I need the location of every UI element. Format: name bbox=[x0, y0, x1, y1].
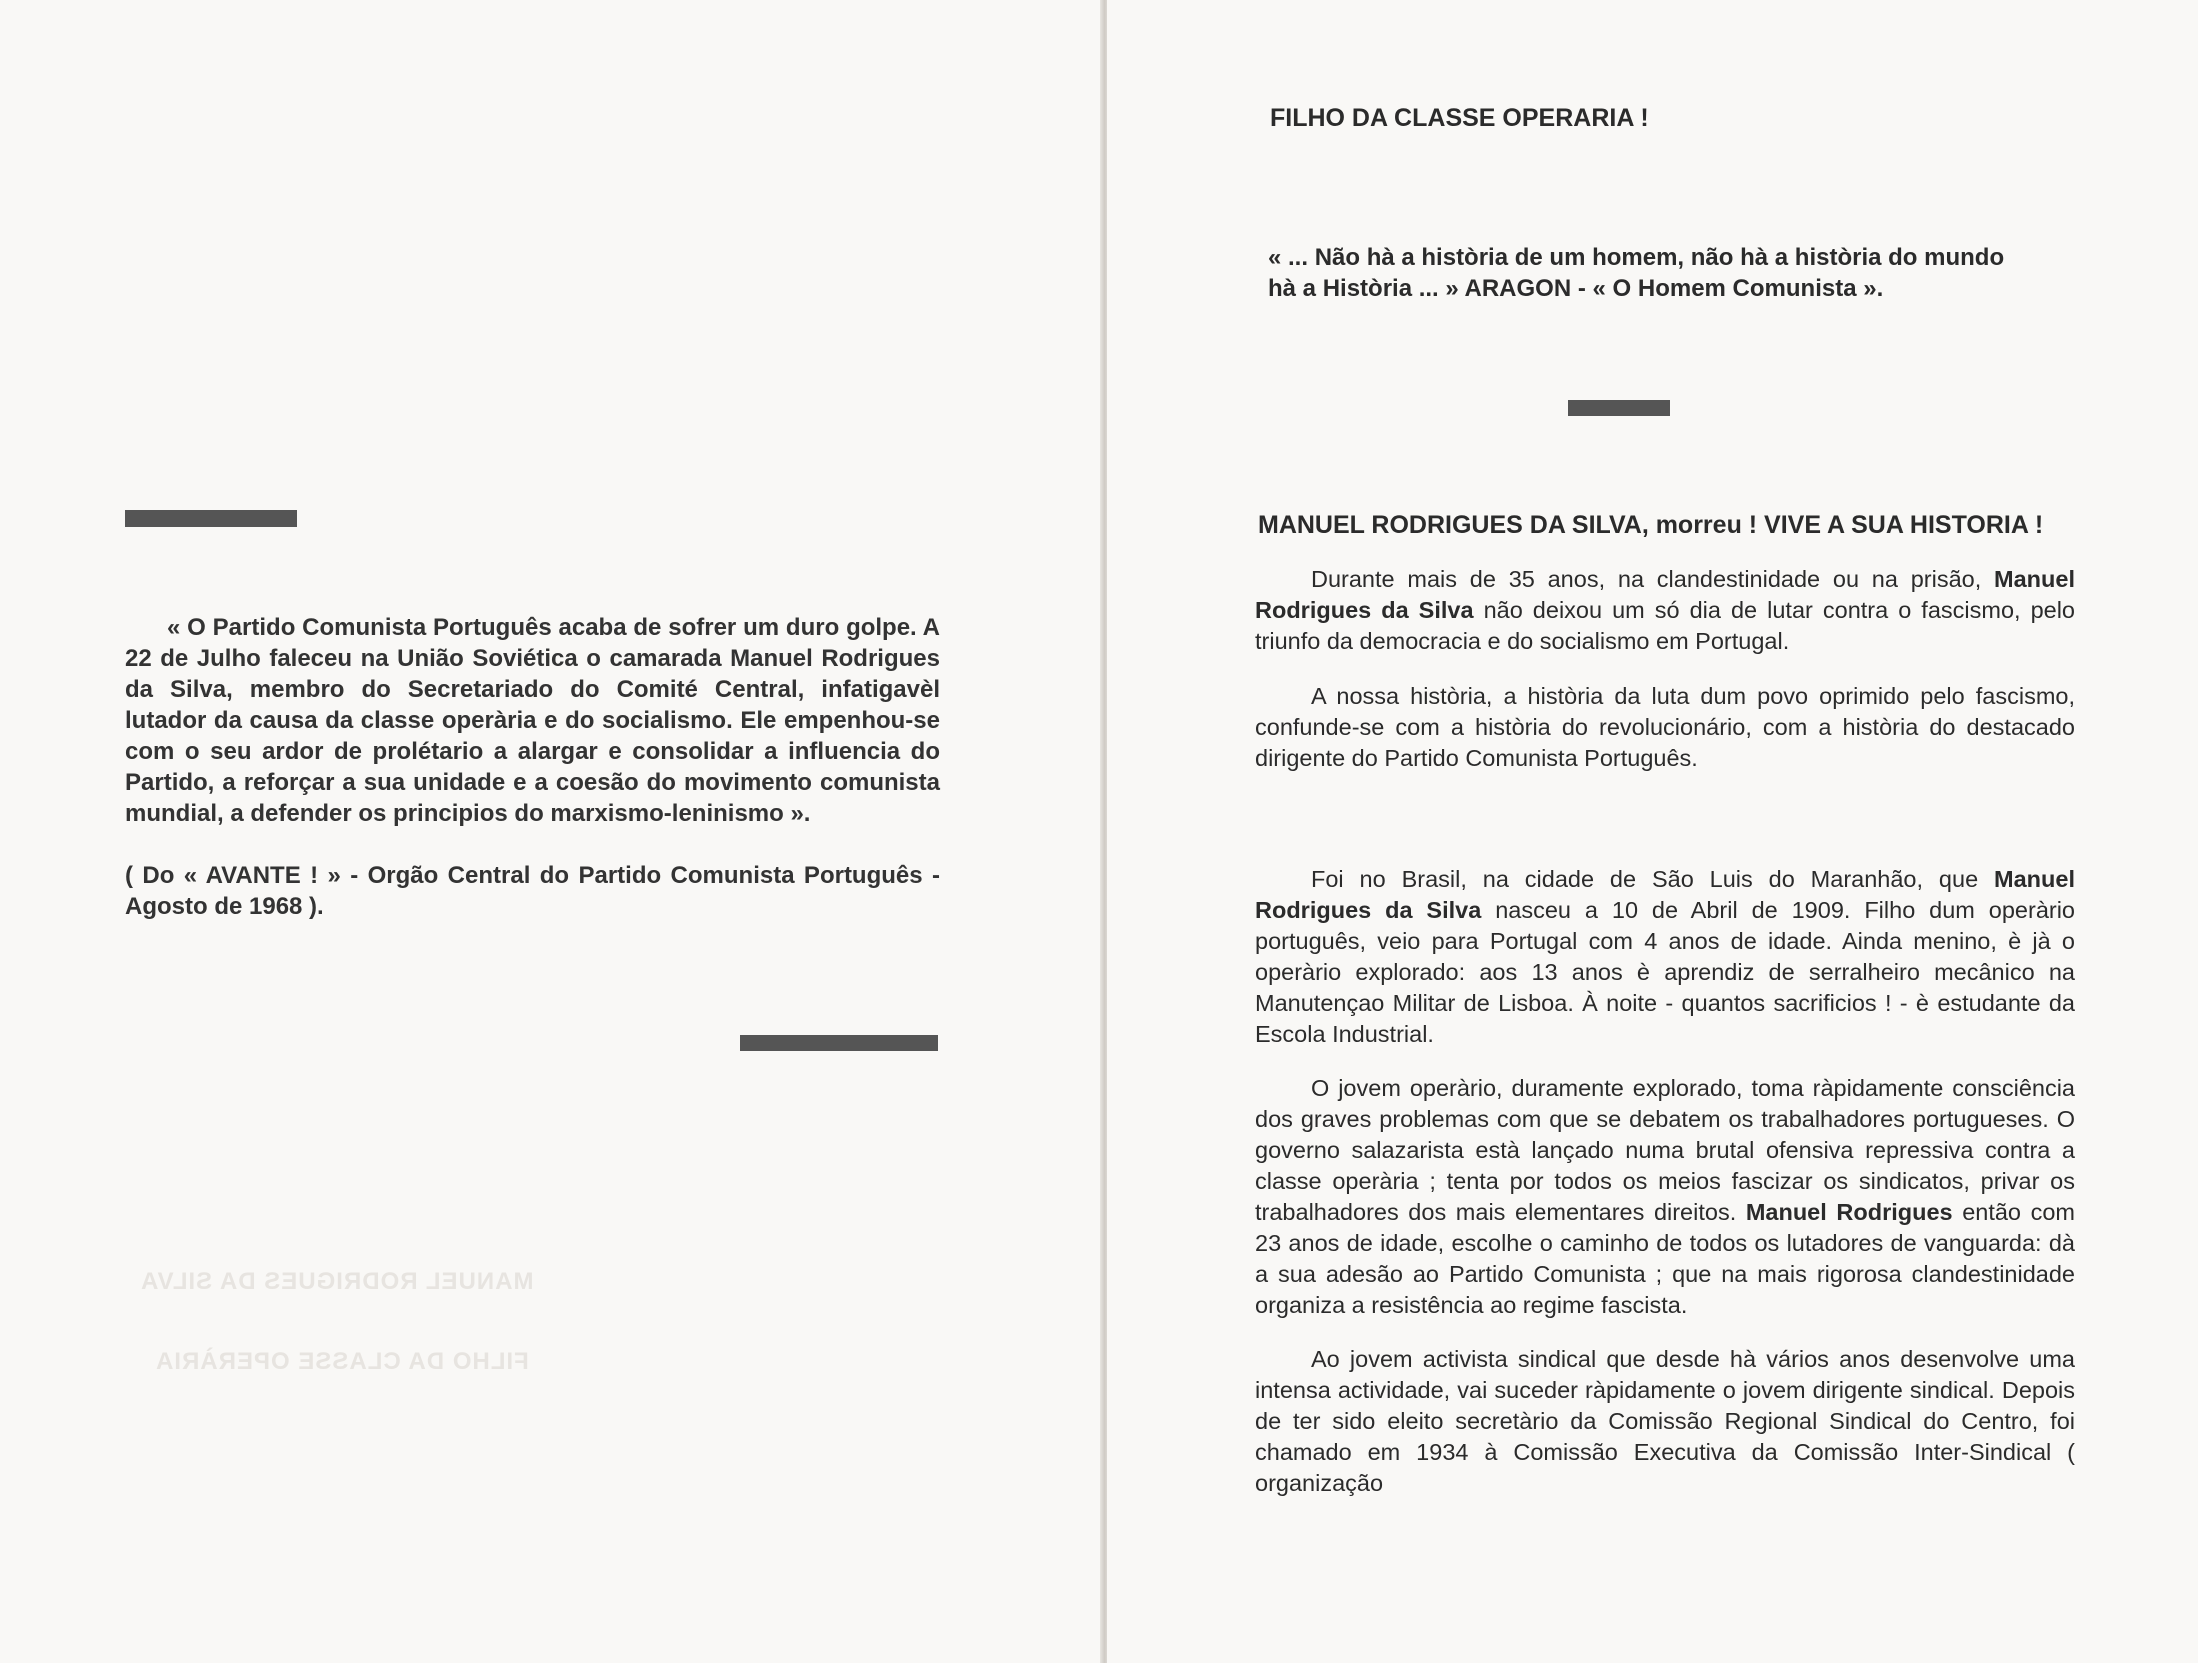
quote-source: ( Do « AVANTE ! » - Orgão Central do Partido Comunista Português - Agosto de 1968 ). bbox=[125, 862, 940, 920]
redaction-bar-top-left bbox=[125, 510, 297, 527]
avante-quote bbox=[125, 612, 940, 922]
ghost-line-1: MANUEL RODRIGUES DA SILVA bbox=[140, 1268, 534, 1295]
paragraph-3-name: Manuel Rodrigues da Silva bbox=[1255, 866, 2075, 923]
paragraph-4-rest: então com 23 anos de idade, escolhe o caminho de todos os lutadores de vanguarda: dà a sua adesão ao Partido Comunista ; que na mais rigorosa clandestinidade organiza a resistência ao regime fascista. bbox=[1255, 1199, 2075, 1318]
paragraph-5-lead: Ao jovem activista sindical que desde hà vários anos desenvolve uma intensa actividade, vai suceder ràpidamente o jovem dirigente sindical. Depois de ter sido eleito secretàrio da Comissão Regional Sindical do Centro, foi chamado em 1934 à Comissão Executiva da Comissão Inter-Sindical ( organização bbox=[1255, 1346, 2075, 1496]
redaction-bar-right bbox=[1568, 400, 1670, 416]
paragraph-5 bbox=[1255, 1344, 2075, 1499]
paragraph-4-lead: O jovem operàrio, duramente explorado, toma ràpidamente consciência dos graves problemas com que se debatem os trabalhadores portugueses. O governo salazarista està lançado numa brutal ofensiva repressiva contra a classe operària ; tenta por todos os meios fascizar os sindicatos, privar os trabalhadores dos mais elementares direitos. bbox=[1255, 1075, 2075, 1225]
biography-text bbox=[1255, 564, 2075, 1522]
paragraph-4-name: Manuel Rodrigues bbox=[1745, 1199, 1953, 1225]
paragraph-1-name: Manuel Rodrigues da Silva bbox=[1255, 566, 2075, 623]
paragraph-2 bbox=[1255, 681, 2075, 774]
paragraph-3 bbox=[1255, 864, 2075, 1050]
paragraph-3-lead: Foi no Brasil, na cidade de São Luis do Maranhão, que bbox=[1311, 866, 1995, 892]
paragraph-4 bbox=[1255, 1073, 2075, 1321]
paragraph-2-lead: A nossa història, a història da luta dum povo oprimido pelo fascismo, confunde-se com a història do revolucionário, com a història do destacado dirigente do Partido Comunista Português. bbox=[1255, 683, 2075, 771]
bleed-through-text bbox=[1230, 70, 2080, 101]
paragraph-1-lead: Durante mais de 35 anos, na clandestinidade ou na prisão, bbox=[1311, 566, 1995, 592]
paragraph-3-rest: nasceu a 10 de Abril de 1909. Filho dum operàrio português, veio para Portugal com 4 anos de idade. Ainda menino, è jà o operàrio explorado: aos 13 anos è aprendiz de serralheiro mecânico na Manutençao Militar de Lisboa. À noite - quantos sacrificios ! - è estudante da Escola Industrial. bbox=[1255, 897, 2075, 1047]
section-subtitle: MANUEL RODRIGUES DA SILVA, morreu ! VIVE A SUA HISTORIA ! bbox=[1258, 511, 2044, 539]
paragraph-1 bbox=[1255, 564, 2075, 657]
epigraph-line-1: « ... Não hà a història de um homem, não hà a història do mundo bbox=[1268, 244, 2005, 271]
quote-text: « O Partido Comunista Português acaba de sofrer um duro golpe. A 22 de Julho faleceu na União Soviética o camarada Manuel Rodrigues da Silva, membro do Secretariado do Comité Central, infatigavèl lutador da causa da classe operària e do socialismo. Ele empenhou-se com o seu ardor de prolétario a alargar e consolidar a influencia do Partido, a reforçar a sua unidade e a coesão do movimento comunista mundial, a defender os principios do marxismo-leninismo ». bbox=[125, 614, 940, 827]
epigraph-line-2: hà a Història ... » ARAGON - « O Homem Comunista ». bbox=[1268, 275, 1884, 302]
page-heading: FILHO DA CLASSE OPERARIA ! bbox=[1270, 104, 1649, 132]
ghost-line-2: FILHO DA CLASSE OPERÀRIA bbox=[155, 1348, 529, 1375]
paragraph-1-rest: não deixou um só dia de lutar contra o fascismo, pelo triunfo da democracia e do socialismo em Portugal. bbox=[1255, 597, 2075, 654]
redaction-bar-bottom-left bbox=[740, 1035, 938, 1051]
